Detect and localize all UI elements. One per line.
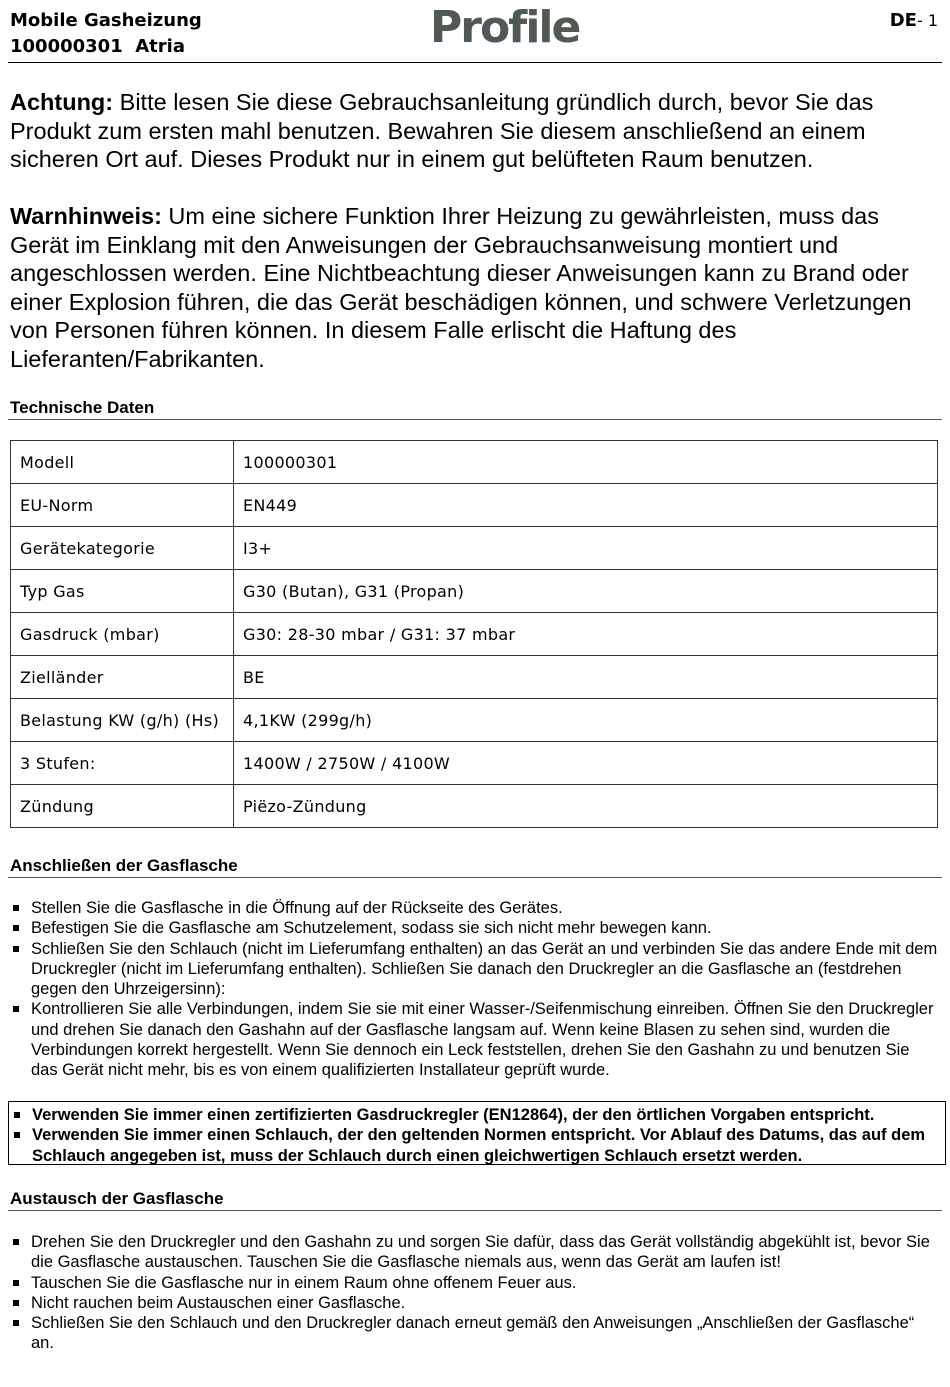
section-title-connect: Anschließen der Gasflasche [10, 856, 238, 875]
warning-item: Verwenden Sie immer einen zertifizierten Gasdruckregler (EN12864), der den örtlichen Vorgaben entspricht. [11, 1105, 945, 1125]
list-item: Schließen Sie den Schlauch (nicht im Lieferumfang enthalten) an das Gerät an und verbinden Sie das andere Ende mit dem Druckregler (nicht im Lieferumfang enthalten). Schließen Sie danach den Druckregler an die Gasflasche an (festdrehen gegen den Uhrzeigersinn): [10, 939, 940, 1000]
list-item: Drehen Sie den Druckregler und den Gashahn zu und sorgen Sie dafür, dass das Gerät vollständig abgekühlt ist, bevor Sie die Gasflasche austauschen. Tauschen Sie die Gasflasche niemals aus, wenn das Gerät am laufen ist! [10, 1232, 940, 1273]
warning-box [8, 1101, 946, 1165]
model-line: 100000301 Atria [10, 36, 185, 57]
achtung-paragraph [10, 88, 940, 174]
section-divider [8, 1210, 942, 1211]
header-product-info [10, 8, 202, 60]
spec-key: Typ Gas [11, 570, 234, 613]
table-row [11, 699, 938, 742]
profile-logo: Profile [430, 2, 580, 53]
table-row [11, 613, 938, 656]
product-name: Mobile Gasheizung [10, 10, 202, 31]
page-indicator [890, 10, 938, 31]
page-number: - 1 [916, 11, 938, 30]
spec-value: 1400W / 2750W / 4100W [234, 742, 938, 785]
spec-key: Gerätekategorie [11, 527, 234, 570]
warning-item: Verwenden Sie immer einen Schlauch, der den geltenden Normen entspricht. Vor Ablauf des Datums, das auf dem Schlauch angegeben ist, muss der Schlauch durch einen gleichwertigen Schlauch ersetzt werden. [11, 1125, 945, 1166]
spec-value: Piëzo-Zündung [234, 785, 938, 828]
spec-key: EU-Norm [11, 484, 234, 527]
table-row [11, 484, 938, 527]
warnhinweis-paragraph [10, 202, 940, 374]
spec-key: Zündung [11, 785, 234, 828]
warnhinweis-label: Warnhinweis: [10, 203, 162, 229]
warnhinweis-text: Um eine sichere Funktion Ihrer Heizung zu gewährleisten, muss das Gerät im Einklang mit den Anweisungen der Gebrauchsanweisung montiert und angeschlossen werden. Eine Nichtbeachtung dieser Anweisungen kann zu Brand oder einer Explosion führen, die das Gerät beschädigen können, und schwere Verletzungen von Personen führen können. In diesem Falle erlischt die Haftung des Lieferanten/Fabrikanten. [10, 203, 912, 372]
section-title-replace: Austausch der Gasflasche [10, 1189, 224, 1208]
list-item: Stellen Sie die Gasflasche in die Öffnung auf der Rückseite des Gerätes. [10, 898, 940, 918]
list-item: Nicht rauchen beim Austauschen einer Gasflasche. [10, 1293, 940, 1313]
table-row [11, 527, 938, 570]
spec-key: Gasdruck (mbar) [11, 613, 234, 656]
section-divider [8, 877, 942, 878]
language-code: DE [889, 10, 917, 31]
spec-key: Zielländer [11, 656, 234, 699]
spec-value: 4,1KW (299g/h) [234, 699, 938, 742]
table-row [11, 785, 938, 828]
spec-key: Modell [11, 441, 234, 484]
spec-table [10, 440, 938, 828]
spec-value: G30: 28-30 mbar / G31: 37 mbar [234, 613, 938, 656]
achtung-text: Bitte lesen Sie diese Gebrauchsanleitung gründlich durch, bevor Sie das Produkt zum ersten mahl benutzen. Bewahren Sie diesem anschließend an einem sicheren Ort auf. Dieses Produkt nur in einem gut belüfteten Raum benutzen. [10, 89, 874, 173]
table-row [11, 656, 938, 699]
section-divider [8, 419, 942, 420]
spec-value: BE [234, 656, 938, 699]
connect-instructions-list [10, 898, 940, 1081]
achtung-label: Achtung: [10, 89, 114, 115]
list-item: Kontrollieren Sie alle Verbindungen, indem Sie sie mit einer Wasser-/Seifenmischung einreiben. Öffnen Sie den Druckregler und drehen Sie danach den Gashahn auf der Gasflasche langsam auf. Wenn keine Blasen zu sehen sind, wurden die Verbindungen korrekt hergestellt. Wenn Sie dennoch ein Leck feststellen, drehen Sie den Gashahn zu und benutzen Sie das Gerät nicht mehr, bis es von einem qualifizierten Installateur geprüft wurde. [10, 999, 940, 1080]
header-divider [8, 62, 942, 63]
list-item: Schließen Sie den Schlauch und den Druckregler danach erneut gemäß den Anweisungen „Anschließen der Gasflasche“ an. [10, 1313, 940, 1354]
list-item: Befestigen Sie die Gasflasche am Schutzelement, sodass sie sich nicht mehr bewegen kann. [10, 918, 940, 938]
spec-key: Belastung KW (g/h) (Hs) [11, 699, 234, 742]
page-header [0, 0, 950, 64]
replace-instructions-list [10, 1232, 940, 1354]
table-row [11, 441, 938, 484]
table-row [11, 742, 938, 785]
spec-value: 100000301 [234, 441, 938, 484]
section-title-tech: Technische Daten [10, 398, 155, 417]
table-row [11, 570, 938, 613]
warning-list [11, 1105, 945, 1166]
spec-key: 3 Stufen: [11, 742, 234, 785]
list-item: Tauschen Sie die Gasflasche nur in einem Raum ohne offenem Feuer aus. [10, 1273, 940, 1293]
spec-value: I3+ [234, 527, 938, 570]
spec-value: EN449 [234, 484, 938, 527]
spec-value: G30 (Butan), G31 (Propan) [234, 570, 938, 613]
